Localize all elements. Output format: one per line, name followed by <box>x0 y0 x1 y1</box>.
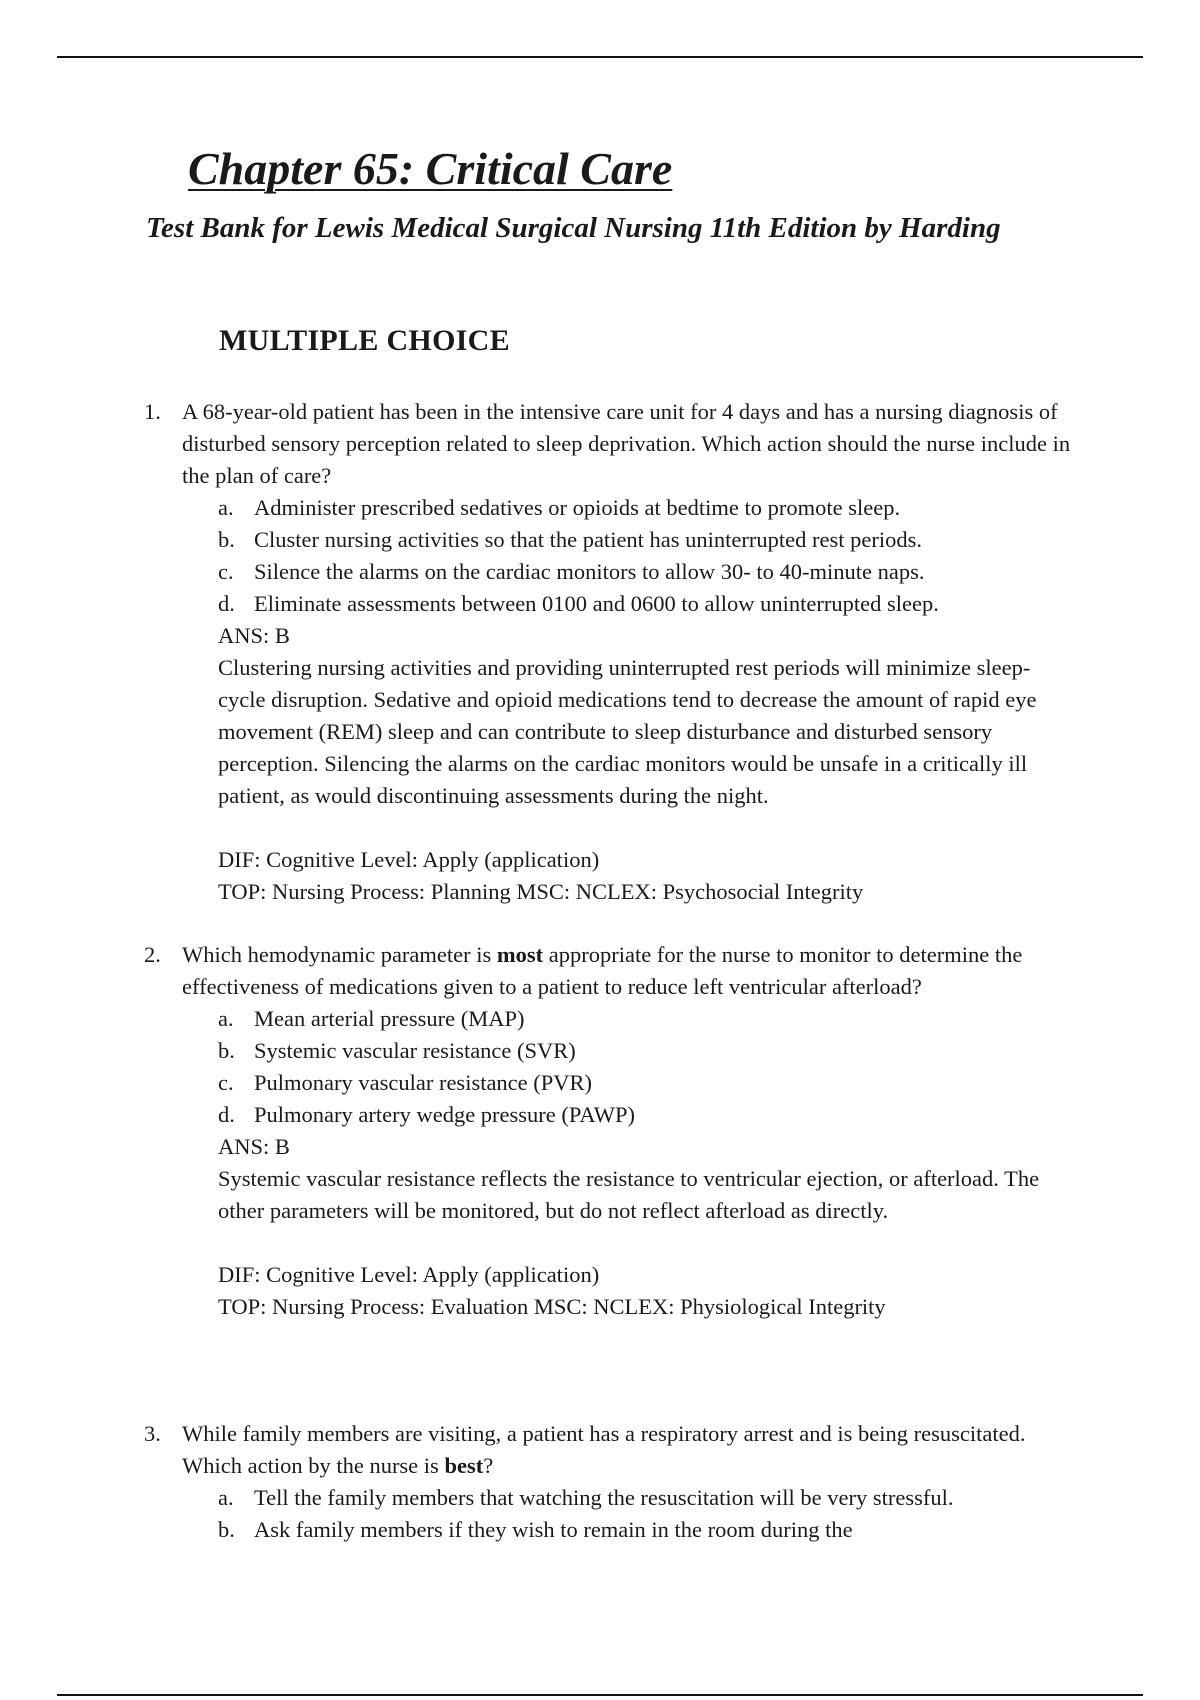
rationale: Systemic vascular resistance reflects the resistance to ventricular ejection, or afterload. The other parameters will be monitored, but do not reflect afterload as directly. <box>218 1166 1040 1223</box>
book-subtitle: Test Bank for Lewis Medical Surgical Nursing 11th Edition by Harding <box>146 212 1001 244</box>
option-b <box>144 524 1074 556</box>
question-stem-text: While family members are visiting, a patient has a respiratory arrest and is being resuscitated. Which action by the nurse is <box>182 1421 1026 1478</box>
option-letter: b. <box>218 527 235 552</box>
option-text: Tell the family members that watching the resuscitation will be very stressful. <box>254 1485 954 1510</box>
difficulty-level: DIF: Cognitive Level: Apply (application) <box>218 847 600 872</box>
question-number: 3. <box>144 1421 161 1446</box>
footer-rule <box>57 1694 1143 1696</box>
option-text: Silence the alarms on the cardiac monitors to allow 30- to 40-minute naps. <box>254 559 925 584</box>
option-letter: b. <box>218 1517 235 1542</box>
option-a <box>144 1482 1074 1514</box>
option-c <box>144 1067 1074 1099</box>
option-text: Eliminate assessments between 0100 and 0600 to allow uninterrupted sleep. <box>254 591 939 616</box>
chapter-title: Chapter 65: Critical Care <box>188 143 673 194</box>
question-2 <box>144 939 1074 1323</box>
option-c <box>144 556 1074 588</box>
question-stem <box>144 396 1074 492</box>
option-a <box>144 492 1074 524</box>
question-3 <box>144 1418 1074 1546</box>
spacer <box>144 812 1074 844</box>
question-stem-text: Which hemodynamic parameter is <box>182 942 497 967</box>
question-stem-text-end: ? <box>483 1453 494 1478</box>
difficulty-level: DIF: Cognitive Level: Apply (application) <box>218 1262 600 1287</box>
option-letter: b. <box>218 1038 235 1063</box>
question-number: 1. <box>144 399 161 424</box>
option-text: Administer prescribed sedatives or opioids at bedtime to promote sleep. <box>254 495 901 520</box>
option-letter: d. <box>218 591 235 616</box>
question-1 <box>144 396 1074 908</box>
header-rule <box>57 56 1143 58</box>
stem-emphasis: most <box>496 942 544 967</box>
option-text: Ask family members if they wish to remain in the room during the <box>254 1517 853 1542</box>
answer-key: ANS: B <box>218 623 290 648</box>
option-text: Mean arterial pressure (MAP) <box>254 1006 525 1031</box>
option-text: Cluster nursing activities so that the patient has uninterrupted rest periods. <box>254 527 922 552</box>
answer-key: ANS: B <box>218 1134 290 1159</box>
question-stem-text: A 68-year-old patient has been in the intensive care unit for 4 days and has a nursing diagnosis of disturbed sensory perception related to sleep deprivation. Which action should the nurse include in the plan of care? <box>182 399 1071 488</box>
section-heading: MULTIPLE CHOICE <box>219 324 510 357</box>
option-letter: a. <box>218 1006 234 1031</box>
option-letter: a. <box>218 495 234 520</box>
topic-line: TOP: Nursing Process: Planning MSC: NCLEX: Psychosocial Integrity <box>218 879 864 904</box>
option-b <box>144 1514 1074 1546</box>
option-b <box>144 1035 1074 1067</box>
question-number: 2. <box>144 942 161 967</box>
spacer <box>144 1227 1074 1259</box>
question-stem <box>144 939 1074 1003</box>
question-stem <box>144 1418 1074 1482</box>
question-stem-text-end: appropriate for the nurse to monitor to determine the effectiveness of medications given to a patient to reduce left ventricular afterload? <box>182 942 1023 999</box>
option-letter: a. <box>218 1485 234 1510</box>
option-text: Systemic vascular resistance (SVR) <box>254 1038 576 1063</box>
option-letter: c. <box>218 559 234 584</box>
rationale: Clustering nursing activities and providing uninterrupted rest periods will minimize sleep-cycle disruption. Sedative and opioid medications tend to decrease the amount of rapid eye movement (REM) sleep and can contribute to sleep disturbance and disturbed sensory perception. Silencing the alarms on the cardiac monitors would be unsafe in a critically ill patient, as would discontinuing assessments during the night. <box>218 655 1037 808</box>
option-d <box>144 1099 1074 1131</box>
option-text: Pulmonary vascular resistance (PVR) <box>254 1070 593 1095</box>
option-letter: c. <box>218 1070 234 1095</box>
option-d <box>144 588 1074 620</box>
topic-line: TOP: Nursing Process: Evaluation MSC: NCLEX: Physiological Integrity <box>218 1294 886 1319</box>
option-letter: d. <box>218 1102 235 1127</box>
answer-options <box>144 1482 1074 1546</box>
stem-emphasis: best <box>444 1453 484 1478</box>
option-text: Pulmonary artery wedge pressure (PAWP) <box>254 1102 636 1127</box>
answer-options <box>144 492 1074 620</box>
option-a <box>144 1003 1074 1035</box>
answer-options <box>144 1003 1074 1131</box>
